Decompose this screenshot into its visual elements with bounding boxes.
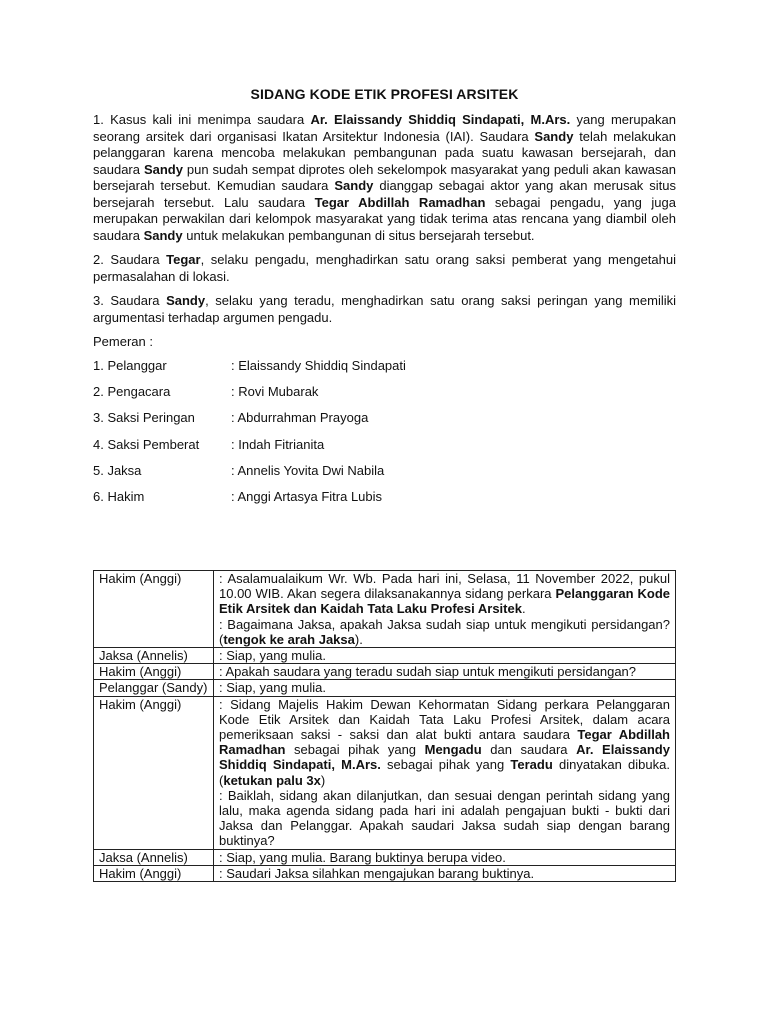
text-run: , selaku pengadu, menghadirkan satu orang saksi pemberat yang mengetahui permasalahan di lokasi. xyxy=(93,252,676,284)
text-run: . xyxy=(521,601,526,617)
text-run: ). xyxy=(354,631,363,647)
case-paragraph-3 xyxy=(93,293,676,326)
dialog-table xyxy=(93,570,676,882)
bold-run: Teradu xyxy=(510,757,553,773)
speaker-cell: Hakim (Anggi) xyxy=(94,664,214,680)
cast-name: : Indah Fitrianita xyxy=(231,436,325,452)
bold-run: Sandy xyxy=(143,227,183,243)
cast-row xyxy=(93,489,676,515)
bold-run: Ar. Elaissandy Shiddiq Sindapati, M.Ars. xyxy=(310,112,571,127)
cast-row xyxy=(93,384,676,410)
cast-list xyxy=(93,358,676,515)
cast-name: : Anggi Artasya Fitra Lubis xyxy=(231,488,383,504)
cast-name: : Annelis Yovita Dwi Nabila xyxy=(231,462,385,478)
text-run: 1. Kasus kali ini menimpa saudara xyxy=(93,112,311,127)
bold-run: Sandy xyxy=(143,161,183,177)
line-paragraph xyxy=(219,697,670,788)
line-paragraph xyxy=(219,571,670,617)
cast-role: 1. Pelanggar xyxy=(93,358,167,373)
bold-run: tengok ke arah Jaksa xyxy=(223,631,355,647)
dialog-row xyxy=(94,664,676,680)
dialog-row xyxy=(94,865,676,881)
text-run: , selaku yang teradu, menghadirkan satu orang saksi peringan yang memiliki argumentasi terhadap argumen pengadu. xyxy=(93,293,676,325)
text-run: 2. Saudara xyxy=(93,252,167,267)
line-cell: : Siap, yang mulia. Barang buktinya berupa video. xyxy=(214,849,676,865)
line-cell: : Apakah saudara yang teradu sudah siap untuk mengikuti persidangan? xyxy=(214,664,676,680)
cast-row xyxy=(93,463,676,489)
speaker-cell: Hakim (Anggi) xyxy=(94,865,214,881)
text-run: untuk melakukan pembangunan di situs bersejarah tersebut. xyxy=(182,227,535,243)
text-run: dinyatakan dibuka. ( xyxy=(219,757,670,788)
text-run: 3. Saudara xyxy=(93,293,167,308)
text-run: : Bagaimana Jaksa, apakah Jaksa sudah siap untuk mengikuti persidangan? ( xyxy=(219,616,670,647)
cast-row xyxy=(93,410,676,436)
document-body xyxy=(93,86,676,515)
text-run: sebagai pengadu, yang juga merupakan perwakilan dari kelompok masyarakat yang tidak terima atas rencana yang diambil oleh saudara xyxy=(93,194,676,243)
text-run: : Asalamualaikum Wr. Wb. Pada hari ini, Selasa, 11 November 2022, pukul 10.00 WIB. Akan segera dilaksanakannya sidang perkara xyxy=(219,571,670,602)
dialog-row xyxy=(94,648,676,664)
line-paragraph xyxy=(219,617,670,647)
speaker-cell: Hakim (Anggi) xyxy=(94,696,214,849)
case-paragraph-1 xyxy=(93,112,676,244)
text-run: sebagai pihak yang xyxy=(285,742,425,758)
bold-run: Pelanggaran Kode Etik Arsitek dan Kaidah Tata Laku Profesi Arsitek xyxy=(219,586,671,617)
cast-label: Pemeran : xyxy=(93,334,153,349)
text-run: dianggap sebagai aktor yang akan merusak situs bersejarah tersebut. Lalu saudara xyxy=(93,178,676,210)
line-cell: : Siap, yang mulia. xyxy=(214,680,676,696)
speaker-cell: Pelanggar (Sandy) xyxy=(94,680,214,696)
line-cell: : Siap, yang mulia. xyxy=(214,648,676,664)
bold-run: Sandy xyxy=(534,128,574,144)
text-run: yang merupakan seorang arsitek dari organisasi Ikatan Arsitektur Indonesia (IAI). Saudara xyxy=(93,112,676,144)
text-run: telah melakukan pelanggaran karena mencoba melakukan pembangunan pada suatu kawasan bersejarah, dan saudara xyxy=(93,128,677,177)
cast-role: 6. Hakim xyxy=(93,488,145,504)
bold-run: Sandy xyxy=(166,293,206,308)
bold-run: Sandy xyxy=(334,178,374,193)
cast-role: 4. Saksi Pemberat xyxy=(93,436,200,452)
text-run: dan saudara xyxy=(481,742,577,758)
bold-run: Mengadu xyxy=(424,742,482,758)
line-cell xyxy=(214,571,676,648)
line-paragraph: : Baiklah, sidang akan dilanjutkan, dan sesuai dengan perintah sidang yang lalu, maka agenda sidang pada hari ini adalah pengajuan bukti - bukti dari Jaksa dan Pelanggar. Apakah saudari Jaksa sudah siap dengan barang buktinya? xyxy=(219,787,670,849)
bold-run: Tegar Abdillah Ramadhan xyxy=(314,194,486,210)
cast-row xyxy=(93,437,676,463)
cast-name: : Rovi Mubarak xyxy=(231,384,319,400)
bold-run: ketukan palu 3x xyxy=(223,772,321,788)
cast-role: 2. Pengacara xyxy=(93,384,171,400)
line-cell xyxy=(214,696,676,849)
speaker-cell: Jaksa (Annelis) xyxy=(94,648,214,664)
case-paragraph-2 xyxy=(93,252,676,285)
document-title: SIDANG KODE ETIK PROFESI ARSITEK xyxy=(250,86,519,102)
text-run: : Sidang Majelis Hakim Dewan Kehormatan Sidang perkara Pelanggaran Kode Etik Arsitek dan Kaidah Tata Laku Profesi Arsitek, dalam acara pemeriksaan saksi - saksi dan alat bukti antara saudara xyxy=(219,696,670,743)
bold-run: Tegar Abdillah Ramadhan xyxy=(219,727,671,758)
text-run: sebagai pihak yang xyxy=(380,757,511,773)
cast-role: 3. Saksi Peringan xyxy=(93,410,195,426)
dialog-row xyxy=(94,680,676,696)
dialog-row xyxy=(94,571,676,648)
cast-name: : Elaissandy Shiddiq Sindapati xyxy=(231,358,406,373)
text-run: pun sudah sempat diprotes oleh sekelompok masyarakat yang peduli akan kawasan bersejarah tersebut. Kemudian saudara xyxy=(93,161,676,193)
text-run: ) xyxy=(320,772,326,788)
speaker-cell: Hakim (Anggi) xyxy=(94,571,214,648)
line-cell: : Saudari Jaksa silahkan mengajukan barang buktinya. xyxy=(214,865,676,881)
cast-role: 5. Jaksa xyxy=(93,462,142,478)
cast-row xyxy=(93,358,676,384)
cast-name: : Abdurrahman Prayoga xyxy=(231,410,369,426)
speaker-cell: Jaksa (Annelis) xyxy=(94,849,214,865)
dialog-row xyxy=(94,696,676,849)
bold-run: Ar. Elaissandy Shiddiq Sindapati, M.Ars. xyxy=(219,742,670,773)
dialog-row xyxy=(94,849,676,865)
bold-run: Tegar xyxy=(166,252,201,267)
